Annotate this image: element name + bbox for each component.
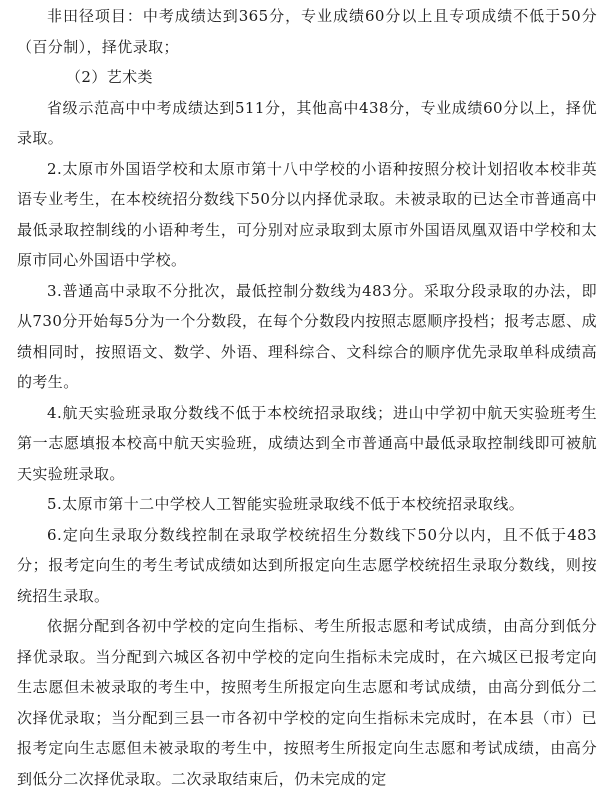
paragraph-ai-class: 5.太原市第十二中学校人工智能实验班录取线不低于本校统招录取线。 xyxy=(47,495,525,513)
paragraph-quota-allocation: 依据分配到各初中学校的定向生指标、考生所报志愿和考试成绩，由高分到低分择优录取。当分配到六城区各初中学校的定向生指标未完成时，在六城区已报考定向生志愿但未被录取的考生中，按照考生所报定向生志愿和考试成绩，由高分到低分二次择优录取；当分配到三县一市各初中学校的定向生指标未完成时，在本县（市）已报考定向生志愿但未被录取的考生中，按照考生所报定向生志愿和考试成绩，由高分到低分二次择优录取。二次录取结束后，仍未完成的定 xyxy=(17,617,597,788)
paragraph-minor-languages: 2.太原市外国语学校和太原市第十八中学校的小语种按照分校计划招收本校非英语专业考生，在本校统招分数线下50分以内择优录取。未被录取的已达全市普通高中最低录取控制线的小语种考生，可分别对应录取到太原市外国语凤凰双语中学校和太原市同心外国语中学校。 xyxy=(17,159,597,269)
subheading-arts: （2）艺术类 xyxy=(66,68,153,86)
paragraph-arts-scores: 省级示范高中中考成绩达到511分，其他高中438分，专业成绩60分以上，择优录取。 xyxy=(17,98,597,147)
paragraph-directed-students: 6.定向生录取分数线控制在录取学校统招生分数线下50分以内，且不低于483分；报考定向生的考生考试成绩如达到所报定向生志愿学校统招生录取分数线，则按统招生录取。 xyxy=(17,525,597,605)
paragraph-non-track-events: 非田径项目：中考成绩达到365分，专业成绩60分以上且专项成绩不低于50分（百分制），择优录取； xyxy=(17,7,597,56)
paragraph-general-admission: 3.普通高中录取不分批次，最低控制分数线为483分。采取分段录取的办法，即从730分开始每5分为一个分数段，在每个分数段内按照志愿顺序投档；报考志愿、成绩相同时，按照语文、数学、外语、理科综合、文科综合的顺序优先录取单科成绩高的考生。 xyxy=(17,281,597,391)
paragraph-aerospace-class: 4.航天实验班录取分数线不低于本校统招录取线；进山中学初中航天实验班考生第一志愿填报本校高中航天实验班，成绩达到全市普通高中最低录取控制线即可被航天实验班录取。 xyxy=(17,403,597,483)
